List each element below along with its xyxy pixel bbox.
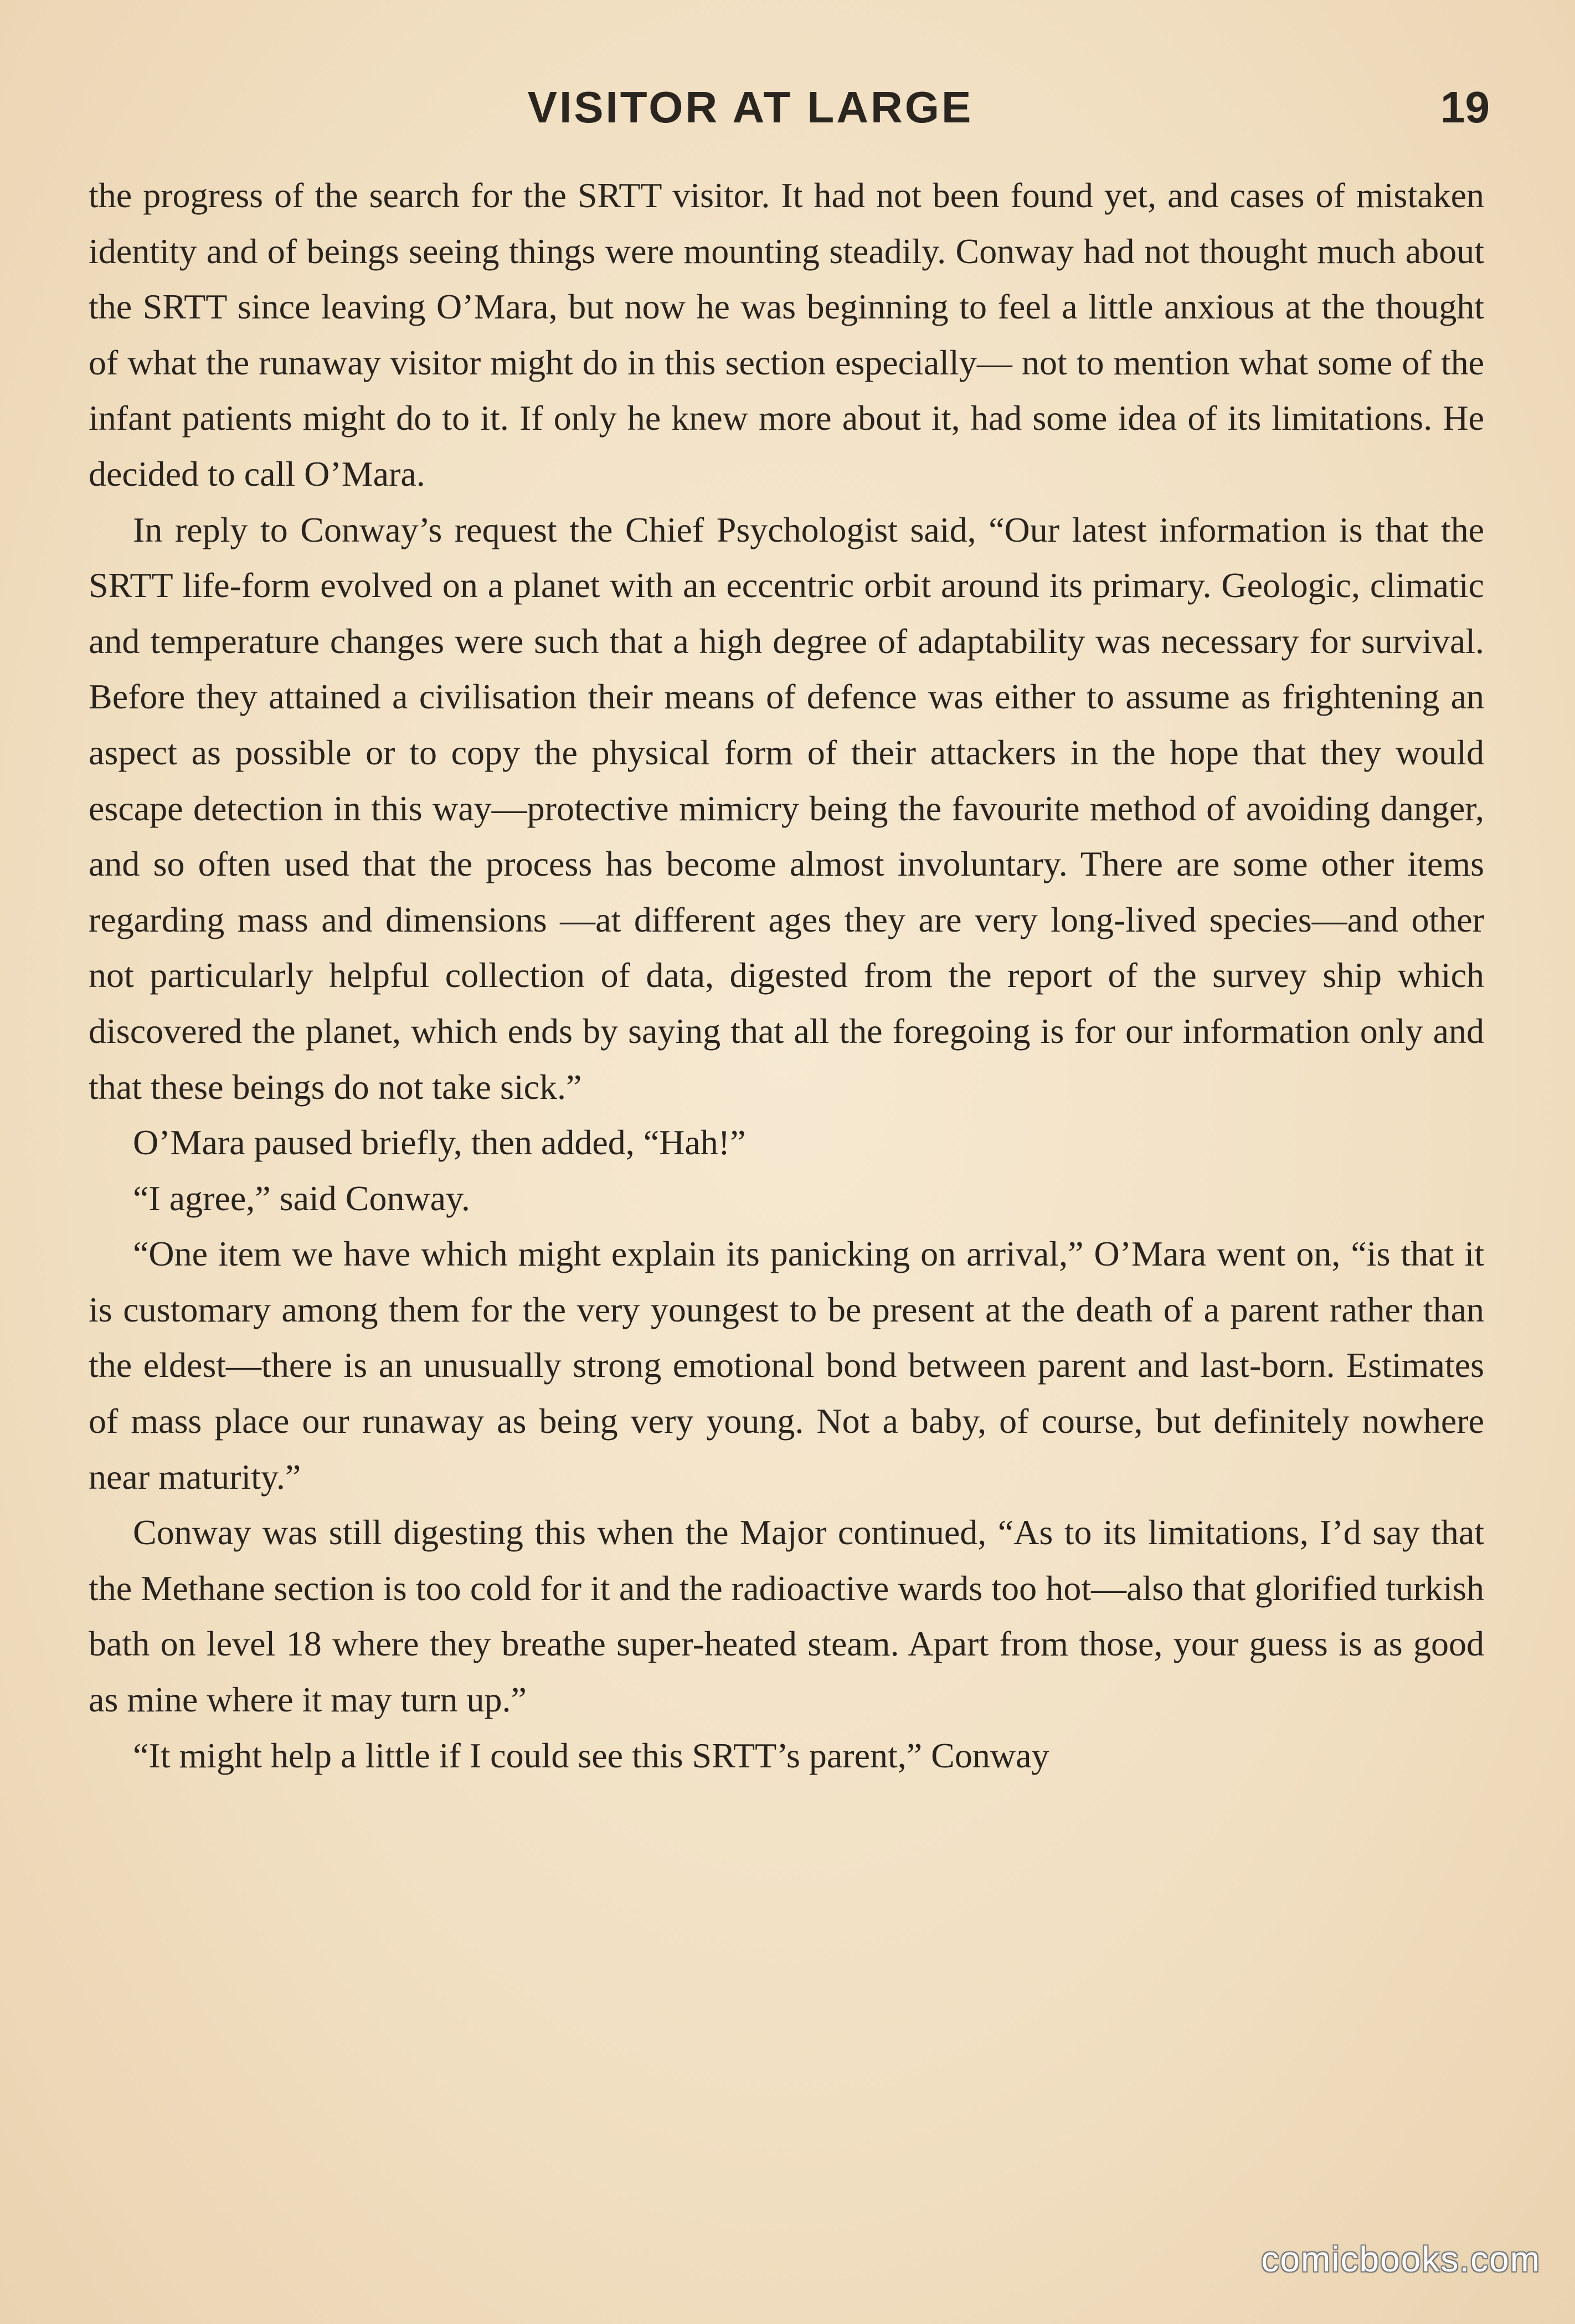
paragraph: In reply to Conway’s request the Chief Psychologist said, “Our latest information is that the SRTT life-form evolved on a planet with an eccentric orbit around its primary. Geologic, climatic and temperature changes were such that a high degree of adaptability was necessary for survival. Before they attained a civilisation their means of defence was either to assume as frightening an aspect as possible or to copy the physical form of their attackers in the hope that they would escape detection in this way—protective mimicry being the favourite method of avoiding danger, and so often used that the process has become almost involuntary. There are some other items regarding mass and dimensions —at different ages they are very long-lived species—and other not particularly helpful collection of data, digested from the report of the survey ship which discovered the planet, which ends by saying that all the foregoing is for our information only and that these beings do not take sick.” [89, 510, 1484, 1107]
body-text [89, 168, 1484, 1783]
paragraph: “One item we have which might explain its panicking on arrival,” O’Mara went on, “is that it is customary among them for the very youngest to be present at the death of a parent rather than the eldest—there is an unusually strong emotional bond between parent and last-born. Estimates of mass place our runaway as being very young. Not a baby, of course, but definitely nowhere near maturity.” [89, 1234, 1484, 1497]
paragraph: Conway was still digesting this when the Major continued, “As to its limitations, I’d say that the Methane section is too cold for it and the radioactive wards too hot—also that glorified turkish bath on level 18 where they breathe super-heated steam. Apart from those, your guess is as good as mine where it may turn up.” [89, 1513, 1484, 1720]
page-header [89, 82, 1490, 143]
paragraph: O’Mara paused briefly, then added, “Hah!” [133, 1123, 746, 1163]
page-number: 19 [1440, 83, 1490, 132]
running-head: VISITOR AT LARGE [527, 83, 974, 132]
paragraph: the progress of the search for the SRTT visitor. It had not been found yet, and cases of mistaken identity and of beings seeing things were mounting steadily. Conway had not thought much about the SRTT since leaving O’Mara, but now he was beginning to feel a little anxious at the thought of what the runaway visitor might do in this section especially— not to mention what some of the infant patients might do to it. If only he knew more about it, had some idea of its limitations. He decided to call O’Mara. [89, 176, 1484, 493]
paragraph: “It might help a little if I could see this SRTT’s parent,” Conway [133, 1735, 1049, 1775]
watermark: comicbooks.com [1261, 2239, 1541, 2279]
paragraph: “I agree,” said Conway. [133, 1178, 470, 1218]
